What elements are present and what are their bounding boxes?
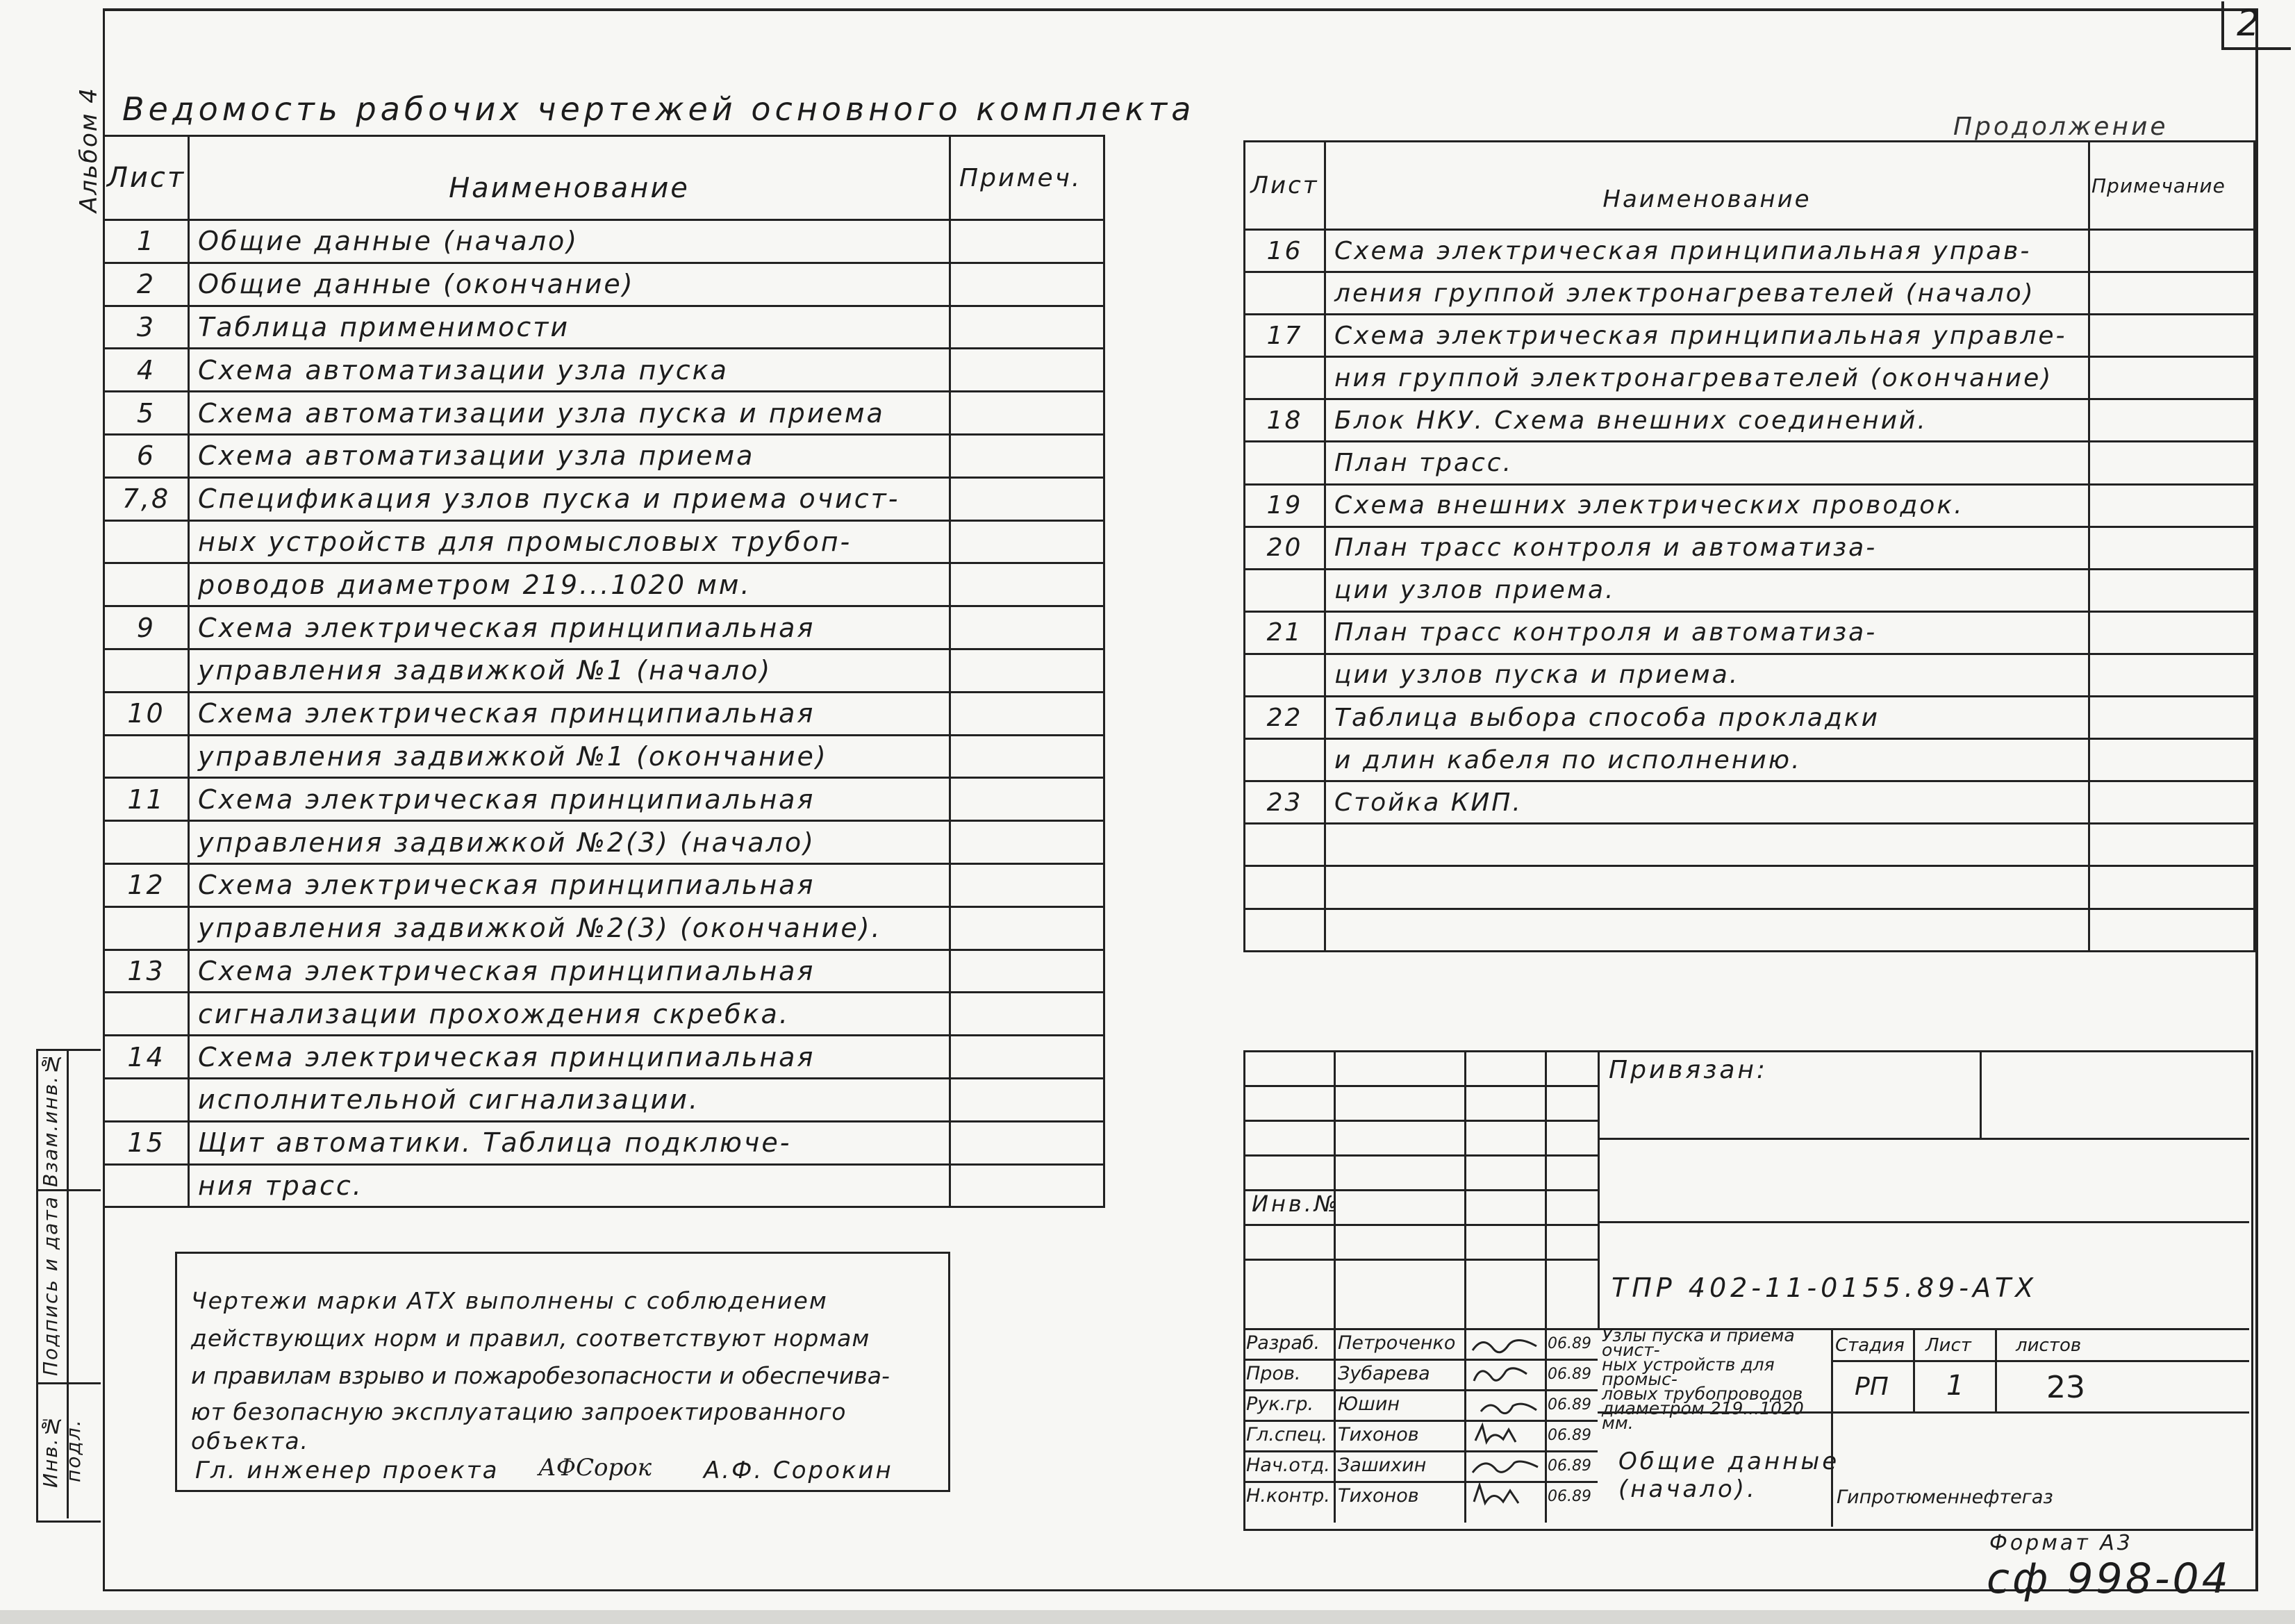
- stage-col: [1995, 1328, 1997, 1411]
- side-box-replacement: Взам.инв.№: [39, 1050, 62, 1188]
- header-name: Наименование: [189, 136, 950, 220]
- project-title-line: Узлы пуска и приема очист-: [1602, 1325, 1795, 1360]
- row-note: [2089, 781, 2255, 824]
- signature-mark: [1473, 1340, 1536, 1352]
- row-num: 22: [1245, 697, 1325, 739]
- side-box-signature-date: Подпись и дата: [39, 1195, 62, 1376]
- row-text: ции узлов пуска и приема.: [1325, 654, 2089, 696]
- signature-mark: [1474, 1485, 1518, 1503]
- signer-date: 06.89: [1548, 1396, 1591, 1414]
- row-note: [2089, 697, 2255, 739]
- row-num: 9: [104, 606, 189, 649]
- row-num: 13: [104, 950, 189, 993]
- row-text: [1325, 909, 2089, 951]
- attached-label: Привязан:: [1609, 1056, 1768, 1084]
- row-note: [950, 649, 1104, 692]
- row-text: Схема электрическая принципиальная: [189, 606, 950, 649]
- signer-date: 06.89: [1548, 1366, 1591, 1383]
- signer-role: Пров.: [1246, 1363, 1301, 1384]
- row-note: [950, 950, 1104, 993]
- header-sheet: Лист: [104, 136, 189, 220]
- row-text: Общие данные (начало): [189, 220, 950, 263]
- row-text: План трасс.: [1325, 442, 2089, 484]
- row-note: [2089, 230, 2255, 272]
- row-note: [2089, 909, 2255, 951]
- row-text: и длин кабеля по исполнению.: [1325, 739, 2089, 781]
- header-name: Наименование: [1325, 142, 2089, 230]
- signature-mark: [1475, 1425, 1516, 1442]
- row-num: 20: [1245, 527, 1325, 569]
- row-note: [950, 692, 1104, 735]
- row-text: Схема автоматизации узла приема: [189, 434, 950, 477]
- row-text: Схема электрическая принципиальная: [189, 1036, 950, 1079]
- sheet-value: 1: [1946, 1370, 1964, 1402]
- row-text: Схема электрическая принципиальная: [189, 778, 950, 821]
- table-row: [1245, 866, 2255, 909]
- inv-label: Инв.№: [1252, 1191, 1341, 1217]
- right-header-row: [1245, 142, 2255, 230]
- signer-name: Тихонов: [1338, 1424, 1419, 1445]
- table-row: [1245, 272, 2255, 315]
- row-text: управления задвижкой №1 (окончание): [189, 735, 950, 778]
- row-note: [950, 220, 1104, 263]
- row-text: Схема электрическая принципиальная: [189, 863, 950, 906]
- table-row: [104, 778, 1104, 821]
- left-drawing-list: [103, 135, 1105, 1208]
- row-num: [104, 993, 189, 1036]
- signer-role: Разраб.: [1246, 1332, 1320, 1354]
- table-row: [104, 434, 1104, 477]
- row-text: Общие данные (окончание): [189, 263, 950, 306]
- row-note: [950, 349, 1104, 392]
- row-note: [950, 1164, 1104, 1207]
- side-stamp: [36, 1049, 103, 1518]
- row-note: [950, 778, 1104, 821]
- table-row: [104, 863, 1104, 906]
- row-text: Спецификация узлов пуска и приема очист-: [189, 477, 950, 520]
- scan-edge: [0, 1610, 2295, 1624]
- row-text: Щит автоматики. Таблица подключе-: [189, 1121, 950, 1164]
- project-title-line: ловых трубопроводов: [1602, 1384, 1803, 1404]
- header-note: Примечание: [2089, 142, 2255, 230]
- row-num: 2: [104, 263, 189, 306]
- row-text: Схема автоматизации узла пуска и приема: [189, 392, 950, 435]
- row-text: управления задвижкой №1 (начало): [189, 649, 950, 692]
- table-row: [1245, 824, 2255, 866]
- row-num: 16: [1245, 230, 1325, 272]
- stage-col: [1913, 1328, 1915, 1411]
- signer-name: Юшин: [1338, 1393, 1400, 1415]
- row-note: [950, 863, 1104, 906]
- table-row: [104, 1121, 1104, 1164]
- signer-date: 06.89: [1548, 1335, 1591, 1352]
- row-text: ции узлов приема.: [1325, 569, 2089, 611]
- row-note: [2089, 824, 2255, 866]
- album-label: Альбом 4: [75, 87, 103, 213]
- row-num: 12: [104, 863, 189, 906]
- title-block: [1243, 1050, 2253, 1527]
- sheets-value: 23: [2046, 1370, 2085, 1405]
- row-num: 11: [104, 778, 189, 821]
- row-note: [950, 735, 1104, 778]
- row-note: [950, 906, 1104, 950]
- row-text: Схема автоматизации узла пуска: [189, 349, 950, 392]
- statement-line: действующих норм и правил, соответствуют нормам: [191, 1325, 870, 1352]
- statement-line: и правилам взрыво и пожаробезопасности и обеспечива-: [191, 1362, 890, 1389]
- row-note: [2089, 654, 2255, 696]
- stage-label: Стадия: [1835, 1335, 1905, 1356]
- row-note: [950, 606, 1104, 649]
- table-row: [104, 993, 1104, 1036]
- table-row: [104, 606, 1104, 649]
- table-row: [104, 263, 1104, 306]
- project-title-line: диаметром 219...1020 мм.: [1602, 1398, 1804, 1433]
- table-row: [104, 563, 1104, 606]
- table-row: [104, 1078, 1104, 1121]
- signer-date: 06.89: [1548, 1427, 1591, 1444]
- table-row: [1245, 781, 2255, 824]
- row-num: 7,8: [104, 477, 189, 520]
- attached-divider: [1980, 1050, 1982, 1138]
- signer-role: Н.контр.: [1246, 1485, 1330, 1507]
- compliance-statement: [175, 1252, 950, 1492]
- row-note: [950, 434, 1104, 477]
- row-num: 18: [1245, 399, 1325, 442]
- header-sheet: Лист: [1245, 142, 1325, 230]
- row-note: [950, 392, 1104, 435]
- table-row: [104, 1036, 1104, 1079]
- table-row: [1245, 399, 2255, 442]
- table-row: [104, 520, 1104, 563]
- signer-name: Петроченко: [1338, 1332, 1456, 1354]
- table-row: [104, 821, 1104, 864]
- table-row: [104, 950, 1104, 993]
- row-note: [2089, 866, 2255, 909]
- row-num: 19: [1245, 484, 1325, 527]
- row-num: 4: [104, 349, 189, 392]
- row-num: [1245, 739, 1325, 781]
- signer-name: Тихонов: [1338, 1485, 1419, 1507]
- stage-value: РП: [1855, 1373, 1889, 1401]
- header-note: Примеч.: [950, 136, 1104, 220]
- signature-mark: [1474, 1368, 1527, 1381]
- signer-line: [1243, 1450, 1598, 1452]
- row-text: сигнализации прохождения скребка.: [189, 993, 950, 1036]
- row-note: [2089, 484, 2255, 527]
- row-note: [2089, 611, 2255, 654]
- sheet-title: [1618, 1448, 1839, 1503]
- row-num: [1245, 272, 1325, 315]
- signer-line: [1243, 1359, 1598, 1361]
- signer-date: 06.89: [1548, 1488, 1591, 1505]
- row-text: Схема внешних электрических проводок.: [1325, 484, 2089, 527]
- signer-line: [1243, 1420, 1598, 1422]
- table-row: [1245, 569, 2255, 611]
- table-row: [104, 1164, 1104, 1207]
- row-num: [104, 1164, 189, 1207]
- table-row: [1245, 697, 2255, 739]
- left-title: Ведомость рабочих чертежей основного комплекта: [122, 90, 1195, 128]
- row-note: [2089, 272, 2255, 315]
- row-num: 17: [1245, 315, 1325, 357]
- signer-name: Зашихин: [1338, 1455, 1427, 1476]
- row-num: 5: [104, 392, 189, 435]
- row-note: [950, 993, 1104, 1036]
- statement-line: ют безопасную эксплуатацию запроектированного: [191, 1398, 847, 1425]
- row-text: [1325, 866, 2089, 909]
- row-num: 15: [104, 1121, 189, 1164]
- archive-code: сф 998-04: [1987, 1555, 2231, 1603]
- row-note: [2089, 399, 2255, 442]
- row-num: [104, 906, 189, 950]
- signature-mark: [1481, 1404, 1536, 1414]
- table-row: [1245, 442, 2255, 484]
- row-note: [2089, 739, 2255, 781]
- table-row: [1245, 315, 2255, 357]
- row-note: [950, 306, 1104, 349]
- table-row: [104, 735, 1104, 778]
- engineer-name: А.Ф. Сорокин: [704, 1457, 893, 1484]
- row-note: [950, 477, 1104, 520]
- project-title-bottom: [1598, 1411, 1832, 1414]
- row-num: [104, 735, 189, 778]
- row-note: [950, 821, 1104, 864]
- row-num: [104, 1078, 189, 1121]
- signer-role: Гл.спец.: [1246, 1424, 1327, 1445]
- row-note: [2089, 315, 2255, 357]
- right-drawing-list: [1243, 140, 2255, 952]
- row-text: [1325, 824, 2089, 866]
- row-text: роводов диаметром 219...1020 мм.: [189, 563, 950, 606]
- table-row: [104, 649, 1104, 692]
- table-row: [1245, 654, 2255, 696]
- row-text: ния трасс.: [189, 1164, 950, 1207]
- engineer-role: Гл. инженер проекта: [195, 1457, 499, 1484]
- row-text: ления группой электронагревателей (начало): [1325, 272, 2089, 315]
- signer-date: 06.89: [1548, 1457, 1591, 1475]
- sheet-title-line: (начало).: [1618, 1475, 1757, 1503]
- row-num: [1245, 866, 1325, 909]
- table-row: [104, 477, 1104, 520]
- row-num: [104, 821, 189, 864]
- table-row: [1245, 357, 2255, 399]
- signer-row: [1246, 1332, 1320, 1354]
- row-text: Схема электрическая принципиальная управле-: [1325, 315, 2089, 357]
- row-num: [1245, 909, 1325, 951]
- project-title-line: ных устройств для промыс-: [1602, 1354, 1775, 1389]
- table-row: [104, 349, 1104, 392]
- table-row: [104, 906, 1104, 950]
- statement-line: Чертежи марки АТХ выполнены с соблюдением: [191, 1287, 828, 1314]
- signer-line: [1243, 1481, 1598, 1483]
- sheets-label: листов: [2016, 1335, 2082, 1356]
- statement-line: объекта.: [191, 1427, 310, 1455]
- row-num: [104, 649, 189, 692]
- row-text: управления задвижкой №2(3) (начало): [189, 821, 950, 864]
- signature-scribbles: [1467, 1329, 1543, 1517]
- table-row: [1245, 230, 2255, 272]
- row-text: Стойка КИП.: [1325, 781, 2089, 824]
- format-label: Формат А3: [1989, 1531, 2133, 1555]
- row-text: Таблица применимости: [189, 306, 950, 349]
- row-note: [2089, 357, 2255, 399]
- row-text: ных устройств для промысловых трубоп-: [189, 520, 950, 563]
- row-note: [2089, 527, 2255, 569]
- signer-role: Рук.гр.: [1246, 1393, 1314, 1415]
- signer-line: [1243, 1389, 1598, 1391]
- code-top: [1598, 1221, 2249, 1223]
- row-num: [1245, 824, 1325, 866]
- sheet-label: Лист: [1925, 1335, 1971, 1356]
- table-row: [1245, 484, 2255, 527]
- stage-header-bottom: [1831, 1360, 2249, 1362]
- row-num: 23: [1245, 781, 1325, 824]
- row-num: 6: [104, 434, 189, 477]
- row-note: [950, 1121, 1104, 1164]
- row-num: 3: [104, 306, 189, 349]
- row-text: План трасс контроля и автоматиза-: [1325, 527, 2089, 569]
- organization: Гипротюменнефтегаз: [1837, 1486, 2053, 1508]
- row-num: [1245, 442, 1325, 484]
- row-note: [2089, 442, 2255, 484]
- row-num: 14: [104, 1036, 189, 1079]
- row-note: [950, 563, 1104, 606]
- document-code: ТПР 402-11-0155.89-АТХ: [1612, 1273, 2038, 1303]
- row-num: [1245, 569, 1325, 611]
- table-row: [104, 392, 1104, 435]
- row-text: исполнительной сигнализации.: [189, 1078, 950, 1121]
- signer-name: Зубарева: [1338, 1363, 1430, 1384]
- row-note: [950, 263, 1104, 306]
- signature-mark: [1473, 1461, 1538, 1473]
- row-text: ния группой электронагревателей (окончание): [1325, 357, 2089, 399]
- table-row: [1245, 739, 2255, 781]
- row-note: [2089, 569, 2255, 611]
- signer-role: Нач.отд.: [1246, 1455, 1330, 1476]
- attached-bottom: [1598, 1138, 2249, 1140]
- row-note: [950, 1036, 1104, 1079]
- table-row: [104, 306, 1104, 349]
- row-num: [1245, 357, 1325, 399]
- sheet-title-line: Общие данные: [1618, 1448, 1840, 1475]
- side-box-original-inv: Инв.№ подл.: [39, 1413, 85, 1488]
- engineer-signature: АФСорок: [538, 1454, 652, 1482]
- page-number: 2: [2237, 3, 2260, 44]
- row-text: План трасс контроля и автоматиза-: [1325, 611, 2089, 654]
- row-num: 21: [1245, 611, 1325, 654]
- row-text: Схема электрическая принципиальная: [189, 950, 950, 993]
- row-num: 1: [104, 220, 189, 263]
- table-row: [1245, 527, 2255, 569]
- row-note: [950, 520, 1104, 563]
- row-num: 10: [104, 692, 189, 735]
- row-text: Таблица выбора способа прокладки: [1325, 697, 2089, 739]
- table-row: [1245, 909, 2255, 951]
- stage-values-bottom: [1831, 1411, 2249, 1414]
- row-text: Схема электрическая принципиальная: [189, 692, 950, 735]
- right-title: Продолжение: [1953, 113, 2169, 141]
- project-title: [1602, 1325, 1831, 1433]
- row-text: Блок НКУ. Схема внешних соединений.: [1325, 399, 2089, 442]
- row-text: Схема электрическая принципиальная управ-: [1325, 230, 2089, 272]
- table-row: [104, 220, 1104, 263]
- table-row: [1245, 611, 2255, 654]
- row-text: управления задвижкой №2(3) (окончание).: [189, 906, 950, 950]
- row-num: [104, 563, 189, 606]
- left-header-row: [104, 136, 1104, 220]
- table-row: [104, 692, 1104, 735]
- row-num: [1245, 654, 1325, 696]
- row-note: [950, 1078, 1104, 1121]
- row-num: [104, 520, 189, 563]
